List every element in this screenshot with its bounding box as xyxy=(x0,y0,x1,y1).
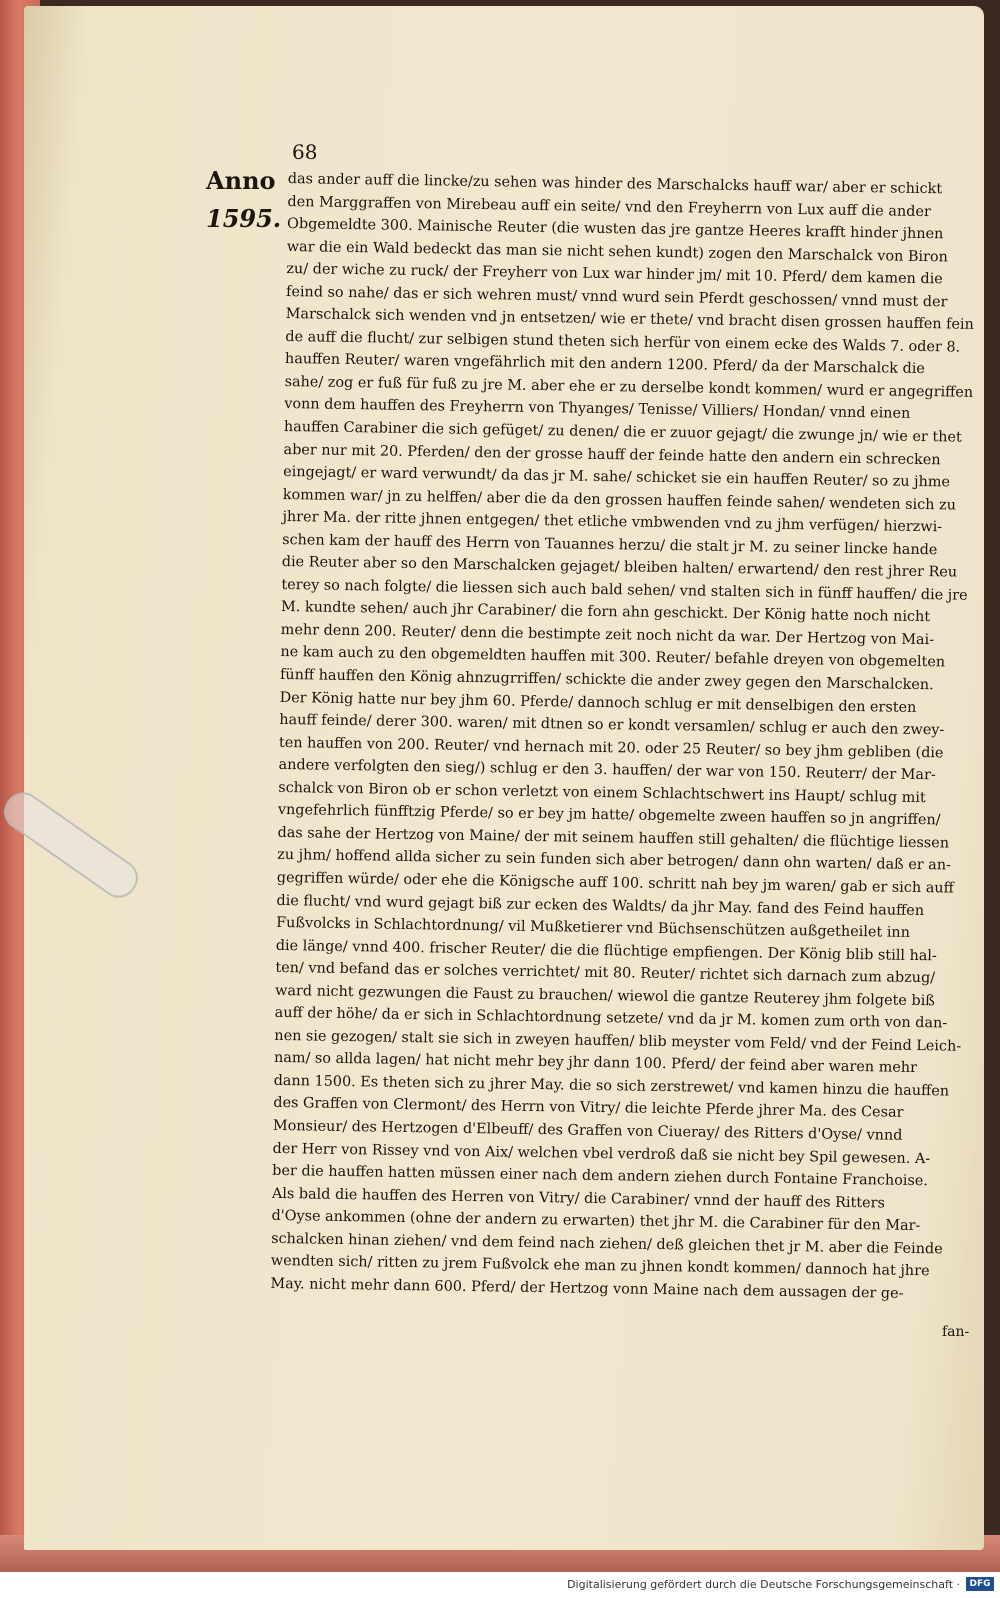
text-line: Fußvolcks in Schlachtordnung/ vil Mußketierer vnd Büchsenschützen außgetheilet inn xyxy=(276,914,911,941)
margin-note-anno: Anno xyxy=(206,166,276,195)
text-line: den Marggraffen von Mirebeau auff ein seite/ vnd den Freyherrn von Lux auff die ander xyxy=(287,193,931,220)
text-line: auff der höhe/ da er sich in Schlachtordnung setzete/ vnd da jr M. komen zum orth von dan- xyxy=(274,1005,948,1032)
text-line: nam/ so allda lagen/ hat nicht mehr bey jhr dann 100. Pferd/ der feind aber waren mehr xyxy=(273,1050,918,1077)
text-line: Als bald die hauffen des Herren von Vitry/ die Carabiner/ vnnd der hauff des Ritters xyxy=(271,1185,886,1212)
text-line: vonn dem hauffen des Freyherrn von Thyanges/ Tenisse/ Villiers/ Hondan/ vnnd einen xyxy=(284,396,911,423)
text-line: ten hauffen von 200. Reuter/ vnd hernach mit 20. oder 25 Reuter/ so bey jhm gebliben (die xyxy=(278,734,944,762)
text-line: eingejagt/ er ward verwundt/ da das jr M. sahe/ schicket sie ein hauffen Reuter/ so zu jhme xyxy=(283,464,951,491)
text-line: feind so nahe/ das er sich wehren must/ vnnd wurd sein Pferdt geschossen/ vnnd must der xyxy=(285,283,948,311)
text-line: hauffen Reuter/ waren vngefährlich mit den andern 1200. Pferd/ da der Marschalck die xyxy=(284,351,925,378)
text-line: fünff hauffen den König ahnzugrriffen/ schickte die ander zwey gegen den Marschalcken. xyxy=(279,666,934,694)
text-line: schalck von Biron ob er schon verletzt von einem Schlachtschwert ins Haupt/ schlug mit xyxy=(278,779,926,806)
text-line: terey so nach folgte/ die liessen sich auch bald sehen/ vnd stalten sich in fünff hauffen/ die jre xyxy=(281,576,968,604)
text-line: hauff feinde/ derer 300. waren/ mit dtnen so er kondt versamlen/ schlug er auch den zwey- xyxy=(279,712,945,739)
text-line: zu jhm/ hoffend allda sicher zu sein funden sich aber betrogen/ dann ohn warten/ daß er an- xyxy=(277,847,952,874)
text-line: Marschalck sich wenden vnd jn entsetzen/ wie er thete/ vnd bracht disen grossen hauffen fein xyxy=(285,306,974,334)
text-line: war die ein Wald bedeckt das man sie nicht sehen kundt) zogen den Marschalck von Biron xyxy=(286,238,949,266)
book-page xyxy=(24,6,984,1550)
text-line: wendten sich/ ritten zu jrem Fußvolck ehe man zu jhnen kondt kommen/ dannoch hat jhre xyxy=(270,1253,930,1280)
text-line: schen kam der hauff des Herrn von Tauannes herzu/ die stalt jr M. zu seiner lincke hande xyxy=(282,531,938,558)
text-line: May. nicht mehr dann 600. Pferd/ der Hertzog vonn Maine nach dem aussagen der ge- xyxy=(270,1275,904,1302)
text-line: ne kam auch zu den obgemeldten hauffen mit 300. Reuter/ befahle dreyen von obgemelten xyxy=(280,644,946,671)
text-line: andere verfolgten den sieg/) schlug er den 3. hauffen/ der war von 150. Reuterr/ der Mar- xyxy=(278,757,936,784)
text-line: aber nur mit 20. Pferden/ den der grosse hauff der feinde hatte den andern ein schrecken xyxy=(283,441,941,468)
text-line: jhrer Ma. der ritte jhnen entgegen/ thet etliche vmbwenden vnd zu jhm verfügen/ hierzwi- xyxy=(282,509,943,536)
text-line: ten/ vnd befand das er solches verrichtet/ mit 80. Reuter/ richtet sich darnach zum abzug/ xyxy=(275,960,936,987)
text-line: mehr denn 200. Reuter/ denn die bestimpte zeit noch nicht da war. Der Hertzog von Mai- xyxy=(280,621,935,649)
text-line: kommen war/ jn zu helffen/ aber die da den grossen hauffen feinde sahen/ wendeten sich zu xyxy=(282,486,957,514)
text-line: des Graffen von Clermont/ des Herrn von Vitry/ die leichte Pferde jhrer Ma. des Cesar xyxy=(273,1095,904,1122)
text-line: M. kundte sehen/ auch jhr Carabiner/ die forn ahn geschickt. Der König hatte noch nicht xyxy=(280,599,931,626)
text-line: Obgemeldte 300. Mainische Reuter (die wusten das jre gantze Heeres krafft hinder jhnen xyxy=(286,216,944,243)
text-line: das sahe der Hertzog von Maine/ der mit seinem hauffen still gehalten/ die flüchtige liessen xyxy=(277,824,950,852)
text-line: d'Oyse ankommen (ohne der andern zu erwarten) thet jhr M. die Carabiner für den Mar- xyxy=(271,1208,921,1235)
text-line: Monsieur/ des Hertzogen d'Elbeuff/ des Graffen von Ciueray/ des Ritters d'Oyse/ vnnd xyxy=(272,1117,903,1144)
text-line: die flucht/ vnd wurd gejagt biß zur ecken des Waldts/ da jhr May. fand des Feind hauffen xyxy=(276,892,925,919)
main-text-block xyxy=(270,168,980,1306)
text-line: das ander auff die lincke/zu sehen was hinder des Marschalcks hauff war/ aber er schickt xyxy=(287,170,943,198)
text-line: dann 1500. Es theten sich zu jhrer May. die so sich zerstrewet/ vnd kamen hinzu die hauffen xyxy=(273,1072,950,1100)
text-line: der Herr von Rissey vnd von Aix/ welchen vbel verdroß daß sie nicht bey Spil gewesen. A- xyxy=(272,1140,931,1167)
text-line: Der König hatte nur bey jhm 60. Pferde/ dannoch schlug er mit denselbigen den ersten xyxy=(279,689,917,716)
page-number: 68 xyxy=(292,140,318,164)
footer-credit: Digitalisierung gefördert durch die Deutsche Forschungsgemeinschaft · xyxy=(567,1578,960,1591)
text-line: ward nicht gezwungen die Faust zu brauchen/ wiewol die gantze Reuterey jhm folgete biß xyxy=(274,982,935,1009)
catchword: fan- xyxy=(942,1324,970,1340)
text-line: ber die hauffen hatten müssen einer nach dem andern ziehen durch Fontaine Franchoise. xyxy=(272,1162,929,1190)
text-line: sahe/ zog er fuß für fuß zu jre M. aber ehe er zu derselbe kondt kommen/ wurd er angegriffen xyxy=(284,373,974,401)
margin-note-year: 1595. xyxy=(206,204,282,233)
text-line: schalcken hinan ziehen/ vnd dem feind nach ziehen/ deß gleichen thet jr M. aber die Feinde xyxy=(271,1230,943,1258)
text-line: vngefehrlich fünfftzig Pferde/ so er bey jm hatte/ obgemelte zween hauffen so jn angriffen/ xyxy=(277,802,941,829)
text-line: de auff die flucht/ zur selbigen stund theten sich herfür von einem ecke des Walds 7. oder 8. xyxy=(285,328,961,356)
text-line: gegriffen würde/ oder ehe die Königsche auff 100. schritt nah bey jm waren/ gab er sich auff xyxy=(276,869,954,897)
dfg-logo-icon: DFG xyxy=(966,1577,994,1591)
footer-bar xyxy=(0,1572,1000,1598)
text-line: nen sie gezogen/ stalt sie sich in zweyen hauffen/ blib meyster vom Feld/ vnd der Feind Leich- xyxy=(274,1027,962,1055)
text-line: die Reuter aber so den Marschalcken gejaget/ bleiben halten/ erwartend/ den rest jhrer Reu xyxy=(281,554,958,581)
text-line: zu/ der wiche zu ruck/ der Freyherr von Lux war hinder jm/ mit 10. Pferd/ dem kamen die xyxy=(286,261,943,288)
text-line: die länge/ vnnd 400. frischer Reuter/ die die flüchtige empfiengen. Der König blib still hal- xyxy=(275,937,937,964)
text-line: hauffen Carabiner die sich gefüget/ zu denen/ die er zuuor gejagt/ die zwunge jn/ wie er thet xyxy=(283,418,962,446)
